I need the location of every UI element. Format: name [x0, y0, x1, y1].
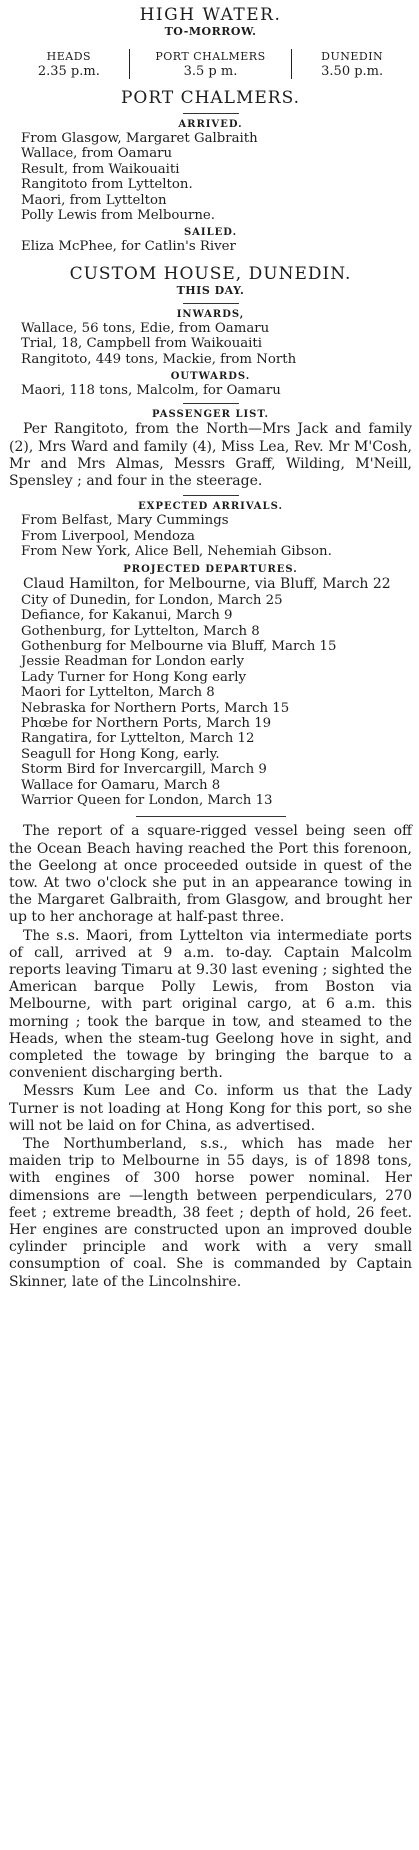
- tide-place: PORT CHALMERS: [155, 50, 266, 63]
- tide-table: [9, 49, 412, 79]
- list-item: From Glasgow, Margaret Galbraith: [21, 131, 258, 146]
- list-item: Gothenburg, for Lyttelton, March 8: [21, 623, 260, 639]
- tide-time: 2.35 p.m.: [37, 64, 100, 79]
- list-item: Claud Hamilton, for Melbourne, via Bluff, March 22: [23, 575, 391, 592]
- list-item: Nebraska for Northern Ports, March 15: [21, 700, 290, 716]
- passenger-list-text: Per Rangitoto, from the North—Mrs Jack and family (2), Mrs Ward and family (4), Miss Lea, Rev. Mr M'Cosh, Mr and Mrs Almas, Messrs Graff, Wilding, M'Neill, Spensley ; and four in the steerage.: [9, 421, 412, 490]
- passenger-list-label: PASSENGER LIST.: [151, 409, 270, 421]
- tide-time: 3.50 p.m.: [321, 64, 384, 79]
- divider: [183, 113, 239, 114]
- list-item: Rangitoto, 449 tons, Mackie, from North: [21, 351, 297, 367]
- list-item: Result, from Waikouaiti: [21, 161, 180, 177]
- tide-place: HEADS: [46, 50, 92, 63]
- list-item: Phœbe for Northern Ports, March 19: [21, 715, 272, 731]
- list-item: From Liverpool, Mendoza: [21, 528, 195, 544]
- sailed-label: SAILED.: [183, 227, 238, 239]
- news-paragraph: The Northumberland, s.s., which has made her maiden trip to Melbourne in 55 days, is of 1898 tons, with engines of 300 horse power nominal. Her dimensions are —length between perpendiculars, 270 feet ; extreme breadth, 38 feet ; depth of hold, 26 feet. Her engines are constructed upon an improved double cylinder principle and work with a very small consumption of coal. She is commanded by Captain Skinner, late of the Lincolnshire.: [9, 1136, 412, 1290]
- list-item: Eliza McPhee, for Catlin's River: [21, 239, 236, 255]
- list-item: Maori, 118 tons, Malcolm, for Oamaru: [21, 383, 281, 399]
- list-item: Trial, 18, Campbell from Waikouaiti: [21, 336, 263, 352]
- port-chalmers-title: PORT CHALMERS.: [120, 88, 301, 108]
- list-item: Jessie Readman for London early: [21, 654, 244, 670]
- expected-arrivals-list: [9, 513, 412, 559]
- news-paragraph: The report of a square-rigged vessel being seen off the Ocean Beach having reached the Port this forenoon, the Geelong at once proceeded outside in quest of the tow. At two o'clock she put in an appearance towing in the Margaret Galbraith, from Glasgow, and brought her up to her anchorage at half-past three.: [9, 823, 412, 926]
- list-item: Storm Bird for Invercargill, March 9: [21, 762, 267, 778]
- custom-house-title: CUSTOM HOUSE, DUNEDIN.: [69, 263, 352, 284]
- projected-departures-list: [9, 593, 412, 809]
- list-item: Maori, from Lyttelton: [21, 192, 167, 208]
- list-item: City of Dunedin, for London, March 25: [21, 592, 283, 608]
- divider: [183, 403, 239, 404]
- arrived-label: ARRIVED.: [178, 119, 243, 130]
- divider: [183, 495, 239, 496]
- shipping-column: [9, 6, 412, 1291]
- inwards-list: [9, 321, 412, 367]
- list-item: Rangatira, for Lyttelton, March 12: [21, 731, 255, 747]
- inwards-label: INWARDS,: [176, 308, 245, 320]
- tide-dunedin: [292, 49, 412, 79]
- list-item: Seagull for Hong Kong, early.: [21, 746, 220, 762]
- news-paragraph: The s.s. Maori, from Lyttelton via intermediate ports of call, arrived at 9 a.m. to-day. Captain Malcolm reports leaving Timaru at 9.30 last evening ; sighted the American barque Polly Lewis, from Boston via Melbourne, with part original cargo, at 6 a.m. this morning ; took the barque in tow, and steamed to the Heads, when the steam-tug Geelong hove in sight, and completed the towage by bringing the barque to a convenient discharging berth.: [9, 927, 412, 1082]
- list-item: Lady Turner for Hong Kong early: [21, 669, 247, 685]
- high-water-subtitle: TO-MORROW.: [164, 25, 257, 38]
- tide-time: 3.5 p m.: [183, 64, 238, 79]
- list-item: Warrior Queen for London, March 13: [21, 792, 273, 808]
- list-item: Maori for Lyttelton, March 8: [21, 685, 215, 701]
- tide-port-chalmers: [129, 49, 293, 79]
- news-paragraph: Messrs Kum Lee and Co. inform us that the Lady Turner is not loading at Hong Kong for this port, so she will not be laid on for China, as advertised.: [9, 1083, 412, 1134]
- list-item: From Belfast, Mary Cummings: [21, 513, 229, 529]
- list-item: Gothenburg for Melbourne via Bluff, March 15: [21, 638, 337, 654]
- custom-house-subtitle: THIS DAY.: [176, 283, 245, 297]
- projected-departures-label: PROJECTED DEPARTURES.: [123, 563, 298, 575]
- divider: [183, 303, 239, 304]
- list-item: Defiance, for Kakanui, March 9: [21, 608, 233, 624]
- list-item: From New York, Alice Bell, Nehemiah Gibson.: [21, 544, 332, 560]
- high-water-title: HIGH WATER.: [139, 5, 282, 25]
- tide-place: DUNEDIN: [321, 50, 384, 63]
- arrived-list: [9, 131, 412, 223]
- tide-heads: [9, 49, 129, 79]
- sailed-list: [9, 239, 412, 254]
- expected-arrivals-label: EXPECTED ARRIVALS.: [138, 501, 283, 513]
- list-item: Polly Lewis from Melbourne.: [21, 208, 215, 224]
- list-item: Wallace, from Oamaru: [21, 146, 173, 162]
- outwards-label: OUTWARDS.: [170, 371, 251, 383]
- list-item: Wallace for Oamaru, March 8: [21, 777, 221, 793]
- outwards-list: [9, 383, 412, 398]
- list-item: Wallace, 56 tons, Edie, from Oamaru: [21, 320, 270, 336]
- list-item: Rangitoto from Lyttelton.: [21, 177, 193, 193]
- divider: [136, 816, 286, 817]
